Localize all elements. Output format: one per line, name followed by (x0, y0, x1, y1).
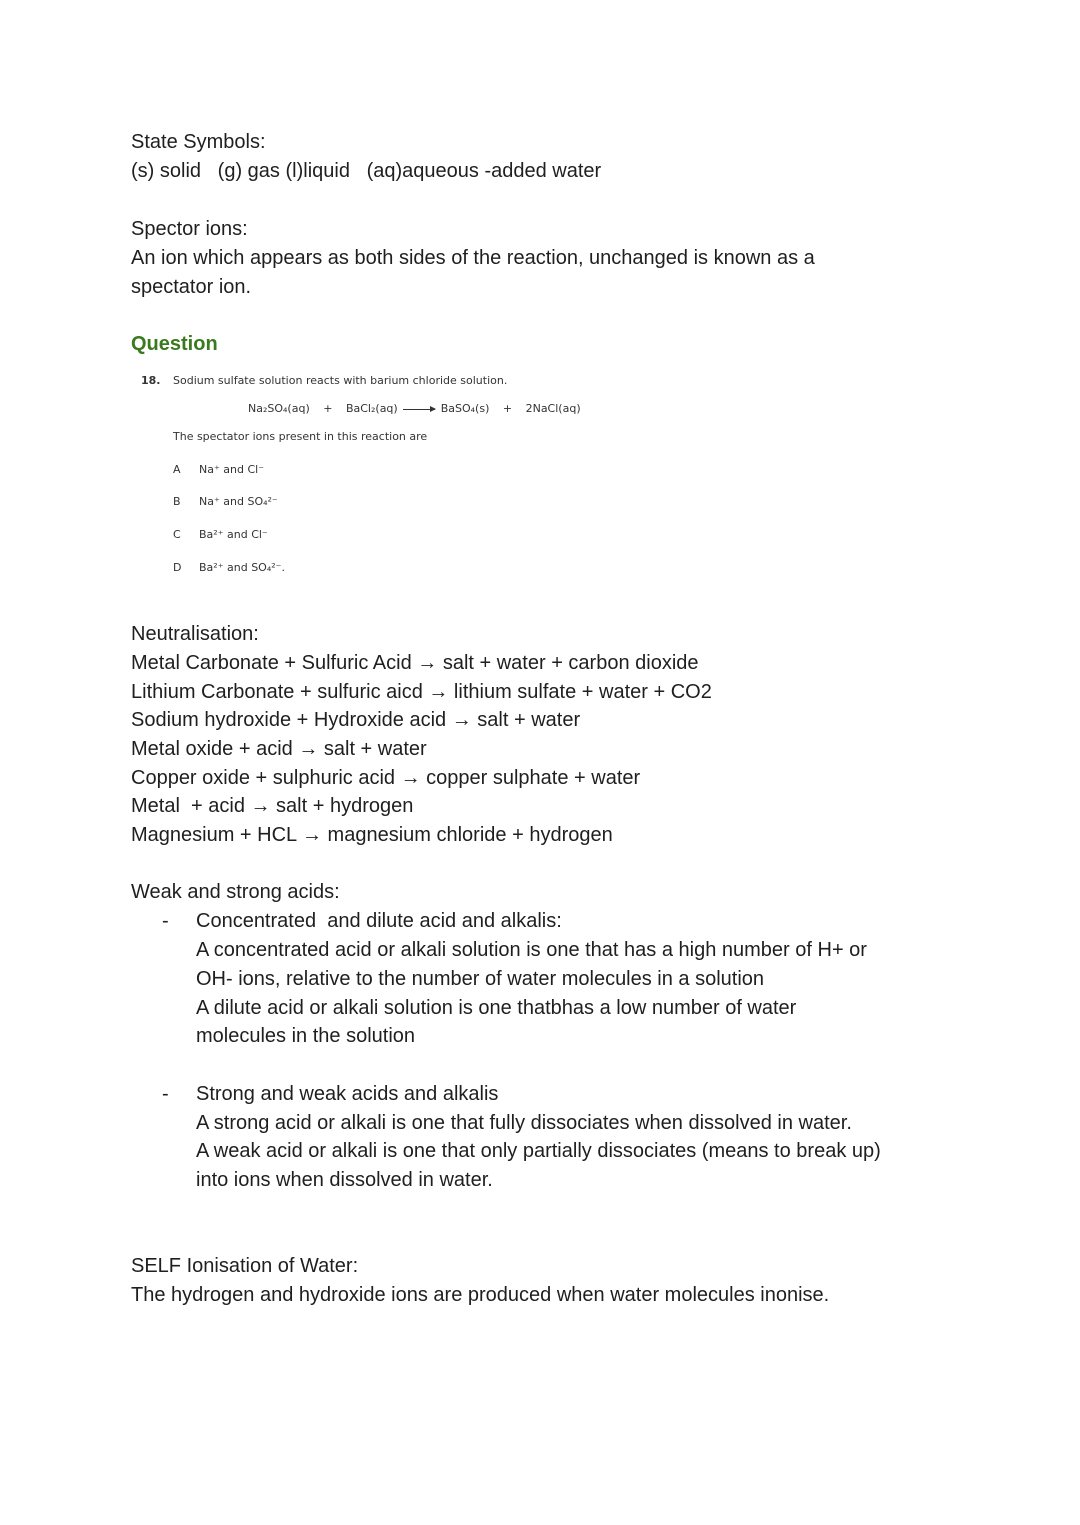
bullet-marker: - (162, 1083, 169, 1105)
bullet-line: OH- ions, relative to the number of water molecules in a solution (196, 968, 765, 990)
equation-product-2: 2NaCl(aq) (525, 402, 581, 415)
option-letter-c: C (173, 528, 181, 541)
neutralisation-line: Metal Carbonate + Sulfuric Acid → salt + water + carbon dioxide (131, 652, 699, 674)
neutralisation-heading: Neutralisation: (131, 623, 259, 645)
equation-product-1: BaSO₄(s) (440, 402, 490, 415)
state-symbols-heading: State Symbols: (131, 131, 266, 153)
option-text-a: Na⁺ and Cl⁻ (199, 463, 265, 476)
spector-ions-line-2: spectator ion. (131, 276, 252, 298)
bullet-title-strong-weak: Strong and weak acids and alkalis (196, 1083, 499, 1105)
equation-plus-2: + (502, 402, 513, 415)
neutralisation-line: Magnesium + HCL → magnesium chloride + hydrogen (131, 824, 613, 846)
bullet-title-concentrated: Concentrated and dilute acid and alkalis: (196, 910, 562, 932)
reaction-arrow-icon (403, 409, 435, 410)
bullet-line: A strong acid or alkali is one that fully dissociates when dissolved in water. (196, 1112, 852, 1134)
weak-strong-heading: Weak and strong acids: (131, 881, 340, 903)
bullet-line: A dilute acid or alkali solution is one thatbhas a low number of water (196, 997, 797, 1019)
chemical-equation (248, 401, 581, 417)
bullet-marker: - (162, 910, 169, 932)
neutralisation-line: Sodium hydroxide + Hydroxide acid → salt + water (131, 709, 581, 731)
self-ionisation-line: The hydrogen and hydroxide ions are produced when water molecules inonise. (131, 1284, 830, 1306)
equation-plus-1: + (323, 402, 333, 415)
neutralisation-line: Lithium Carbonate + sulfuric aicd → lithium sulfate + water + CO2 (131, 681, 712, 703)
question-number: 18. (141, 374, 161, 387)
option-letter-b: B (173, 495, 181, 508)
option-text-d: Ba²⁺ and SO₄²⁻. (199, 561, 285, 574)
option-text-b: Na⁺ and SO₄²⁻ (199, 495, 278, 508)
option-text-c: Ba²⁺ and Cl⁻ (199, 528, 268, 541)
state-symbols-line: (s) solid (g) gas (l)liquid (aq)aqueous -added water (131, 160, 602, 182)
neutralisation-line: Metal oxide + acid → salt + water (131, 738, 427, 760)
equation-reactant-2: BaCl₂(aq) (345, 402, 398, 415)
option-letter-a: A (173, 463, 181, 476)
neutralisation-line: Copper oxide + sulphuric acid → copper sulphate + water (131, 767, 641, 789)
equation-reactant-1: Na₂SO₄(aq) (248, 402, 310, 415)
bullet-line: into ions when dissolved in water. (196, 1169, 493, 1191)
question-stem: The spectator ions present in this reaction are (173, 430, 428, 443)
bullet-line: A weak acid or alkali is one that only partially dissociates (means to break up) (196, 1140, 881, 1162)
self-ionisation-heading: SELF Ionisation of Water: (131, 1255, 359, 1277)
bullet-line: molecules in the solution (196, 1025, 416, 1047)
neutralisation-line: Metal + acid → salt + hydrogen (131, 795, 414, 817)
option-letter-d: D (173, 561, 182, 574)
bullet-line: A concentrated acid or alkali solution is one that has a high number of H+ or (196, 939, 867, 961)
spector-ions-line-1: An ion which appears as both sides of the reaction, unchanged is known as a (131, 247, 815, 269)
spector-ions-heading: Spector ions: (131, 218, 248, 240)
question-heading: Question (131, 333, 218, 355)
question-prompt: Sodium sulfate solution reacts with barium chloride solution. (173, 374, 508, 387)
